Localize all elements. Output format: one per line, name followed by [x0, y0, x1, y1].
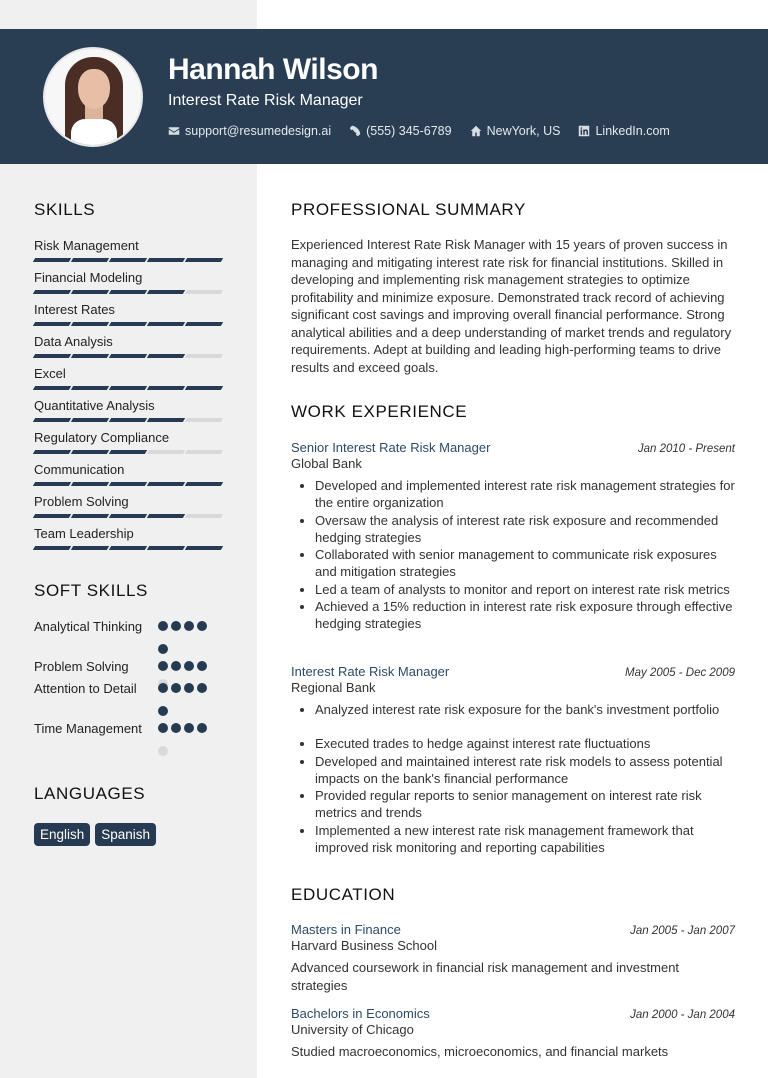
skill-label: Data Analysis [34, 334, 113, 349]
skill-level-segment [185, 482, 223, 486]
rating-dot [158, 723, 168, 733]
rating-dot [197, 621, 207, 631]
rating-dot [197, 723, 207, 733]
skill-level-segment [109, 482, 147, 486]
skill-level-segment [109, 450, 147, 454]
skill-level-segment [109, 514, 147, 518]
skill-item [34, 333, 224, 365]
skill-level-segment [33, 450, 71, 454]
skill-label: Team Leadership [34, 526, 134, 541]
phone-icon [349, 125, 361, 137]
skill-level-segment [185, 450, 223, 454]
summary-heading: PROFESSIONAL SUMMARY [291, 200, 526, 219]
skill-level-segment [109, 258, 147, 262]
rating-dot [184, 683, 194, 693]
job-bullet: • Provided regular reports to senior management on interest rate risk metrics and trends [315, 787, 735, 822]
rating-dot [171, 683, 181, 693]
skill-level-segment [147, 546, 185, 550]
contact-phone[interactable] [349, 124, 451, 138]
skill-level-segment [33, 482, 71, 486]
soft-skill-item [34, 680, 234, 720]
skill-level-segment [71, 418, 109, 422]
home-icon [470, 125, 482, 137]
skill-level-bar [34, 290, 224, 294]
contact-location [470, 124, 561, 138]
skills-list [34, 237, 224, 557]
soft-skill-rating [158, 680, 214, 720]
rating-dot [158, 621, 168, 631]
rating-dot [158, 746, 168, 756]
rating-dot [158, 644, 168, 654]
job-bullet: • Implemented a new interest rate risk management framework that improved risk monitoring and reporting capabilities [315, 822, 735, 857]
skill-level-segment [147, 386, 185, 390]
skill-item [34, 365, 224, 397]
contact-list [168, 124, 670, 138]
skill-label: Financial Modeling [34, 270, 143, 285]
skill-level-segment [147, 450, 185, 454]
skill-level-segment [71, 450, 109, 454]
job-bullet: • Collaborated with senior management to communicate risk exposures and mitigation strategies [315, 546, 735, 581]
skill-level-segment [185, 386, 223, 390]
rating-dot [158, 706, 168, 716]
skill-level-bar [34, 258, 224, 262]
company-name: Regional Bank [291, 680, 376, 695]
languages-list [34, 823, 156, 846]
soft-skill-item [34, 618, 234, 658]
skill-label: Regulatory Compliance [34, 430, 170, 445]
soft-skill-rating [158, 658, 214, 680]
skill-level-segment [109, 290, 147, 294]
candidate-name: Hannah Wilson [168, 53, 378, 86]
skill-level-bar [34, 514, 224, 518]
skill-level-segment [109, 546, 147, 550]
education-heading: EDUCATION [291, 885, 396, 904]
skill-level-segment [71, 546, 109, 550]
education-entry [291, 1006, 735, 1061]
rating-dot [158, 683, 168, 693]
skill-level-segment [71, 514, 109, 518]
soft-skill-rating [158, 618, 214, 658]
skill-level-segment [147, 258, 185, 262]
skill-level-segment [185, 514, 223, 518]
skill-label: Communication [34, 462, 125, 477]
job-bullet: • Led a team of analysts to monitor and report on interest rate risk metrics [315, 581, 735, 598]
languages-heading: LANGUAGES [34, 784, 146, 803]
education-date: Jan 2005 - Jan 2007 [630, 925, 735, 937]
degree-title: Masters in Finance [291, 922, 401, 937]
soft-skill-label: Attention to Detail [34, 681, 137, 696]
skill-level-segment [109, 354, 147, 358]
skill-level-segment [71, 322, 109, 326]
job-bullets [315, 477, 735, 633]
skill-level-segment [185, 354, 223, 358]
degree-title: Bachelors in Economics [291, 1006, 430, 1021]
skill-level-segment [109, 386, 147, 390]
skill-item [34, 461, 224, 493]
contact-linkedin[interactable] [578, 124, 669, 138]
skill-level-bar [34, 418, 224, 422]
rating-dot [184, 723, 194, 733]
skill-level-bar [34, 450, 224, 454]
language-badge: English [34, 823, 90, 846]
skill-item [34, 525, 224, 557]
skills-heading: SKILLS [34, 200, 96, 219]
soft-skill-rating [158, 720, 214, 760]
soft-skill-label: Problem Solving [34, 659, 129, 674]
skill-level-segment [33, 546, 71, 550]
education-entry [291, 922, 735, 994]
school-name: University of Chicago [291, 1022, 414, 1037]
soft-skills-list [34, 618, 234, 760]
skill-level-segment [185, 290, 223, 294]
soft-skills-heading: SOFT SKILLS [34, 581, 148, 600]
job-date: May 2005 - Dec 2009 [625, 667, 735, 679]
skill-label: Interest Rates [34, 302, 115, 317]
rating-dot [184, 621, 194, 631]
skill-level-bar [34, 322, 224, 326]
contact-linkedin-text: LinkedIn.com [595, 124, 670, 138]
job-bullets [315, 701, 735, 856]
skill-level-bar [34, 386, 224, 390]
skill-level-segment [185, 322, 223, 326]
skill-level-segment [147, 322, 185, 326]
skill-level-bar [34, 354, 224, 358]
resume-header [0, 29, 768, 164]
job-bullet: • Analyzed interest rate risk exposure for the bank's investment portfolio [315, 701, 735, 718]
skill-level-segment [109, 418, 147, 422]
skill-level-segment [147, 290, 185, 294]
job-bullet: • Achieved a 15% reduction in interest rate risk exposure through effective hedging strategies [315, 598, 735, 633]
envelope-icon [168, 125, 180, 137]
linkedin-icon [578, 125, 590, 137]
skill-level-segment [147, 514, 185, 518]
skill-label: Problem Solving [34, 494, 129, 509]
skill-item [34, 429, 224, 461]
job-entry [291, 664, 735, 856]
skill-level-bar [34, 482, 224, 486]
skill-level-segment [109, 322, 147, 326]
rating-dot [197, 683, 207, 693]
school-name: Harvard Business School [291, 938, 437, 953]
contact-location-text: NewYork, US [486, 124, 561, 138]
rating-dot [197, 661, 207, 671]
skill-label: Excel [34, 366, 66, 381]
skill-level-segment [33, 514, 71, 518]
education-date: Jan 2000 - Jan 2004 [630, 1009, 735, 1021]
skill-item [34, 269, 224, 301]
rating-dot [171, 661, 181, 671]
job-bullet: • Developed and maintained interest rate risk models to assess potential impacts on the bank's financial performance [315, 753, 735, 788]
skill-level-segment [33, 258, 71, 262]
contact-email[interactable] [168, 124, 331, 138]
skill-label: Risk Management [34, 238, 139, 253]
job-bullet: • Developed and implemented interest rate risk management strategies for the entire organization [315, 477, 735, 512]
job-title: Interest Rate Risk Manager [291, 664, 450, 679]
soft-skill-label: Time Management [34, 721, 142, 736]
skill-level-segment [33, 386, 71, 390]
skill-level-segment [71, 354, 109, 358]
skill-level-segment [71, 482, 109, 486]
skill-level-segment [147, 482, 185, 486]
skill-level-segment [147, 418, 185, 422]
soft-skill-item [34, 658, 234, 680]
skill-label: Quantitative Analysis [34, 398, 155, 413]
skill-item [34, 493, 224, 525]
skill-level-segment [71, 290, 109, 294]
job-bullet: • Oversaw the analysis of interest rate risk exposure and recommended hedging strategies [315, 512, 735, 547]
skill-level-segment [33, 322, 71, 326]
skill-level-segment [185, 418, 223, 422]
skill-level-segment [71, 258, 109, 262]
rating-dot [158, 661, 168, 671]
job-title: Senior Interest Rate Risk Manager [291, 440, 491, 455]
rating-dot [171, 621, 181, 631]
skill-level-segment [33, 354, 71, 358]
skill-item [34, 301, 224, 333]
skill-level-segment [71, 386, 109, 390]
skill-level-segment [147, 354, 185, 358]
education-description: Studied macroeconomics, microeconomics, and financial markets [291, 1044, 669, 1059]
language-badge: Spanish [95, 823, 156, 846]
skill-item [34, 397, 224, 429]
contact-email-text: support@resumedesign.ai [185, 124, 332, 138]
profile-photo [43, 47, 143, 147]
rating-dot [171, 723, 181, 733]
company-name: Global Bank [291, 456, 362, 471]
job-bullet: • Executed trades to hedge against interest rate fluctuations [315, 735, 735, 752]
job-date: Jan 2010 - Present [637, 443, 735, 455]
soft-skill-label: Analytical Thinking [34, 619, 143, 634]
rating-dot [184, 661, 194, 671]
skill-level-segment [33, 290, 71, 294]
contact-phone-text: (555) 345-6789 [366, 124, 452, 138]
skill-level-segment [185, 258, 223, 262]
skill-level-segment [185, 546, 223, 550]
experience-heading: WORK EXPERIENCE [291, 402, 468, 421]
skill-item [34, 237, 224, 269]
skill-level-bar [34, 546, 224, 550]
education-description: Advanced coursework in financial risk management and investment strategies [291, 960, 680, 993]
candidate-title: Interest Rate Risk Manager [168, 92, 363, 109]
soft-skill-item [34, 720, 234, 760]
job-entry [291, 440, 735, 633]
skill-level-segment [33, 418, 71, 422]
summary-text: Experienced Interest Rate Risk Manager with 15 years of proven success in managing and mitigating interest rate risk for financial institutions. Skilled in developing and implementing risk management strategies to optimize profitability and minimize exposure. Demonstrated track record of achieving significant cost savings and improving overall financial performance. Strong analytical abilities and a deep understanding of market trends and regulatory requirements. Adept at building and leading high-performing teams to drive results and exceed goals. [291, 237, 732, 375]
